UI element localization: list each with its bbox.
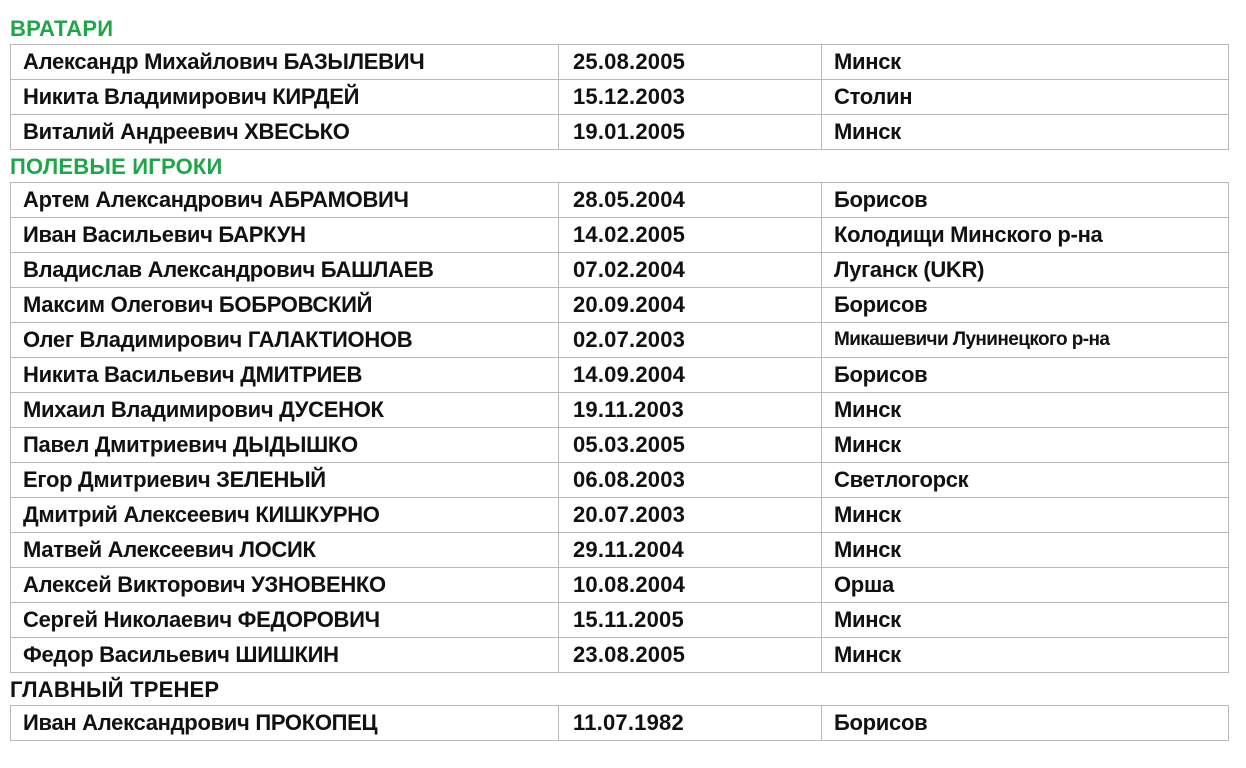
birth-date: 20.07.2003 — [559, 498, 822, 533]
birth-date: 19.11.2003 — [559, 393, 822, 428]
birth-place: Борисов — [822, 288, 1229, 323]
birth-date: 29.11.2004 — [559, 533, 822, 568]
table-row — [11, 358, 1229, 393]
table-row — [11, 428, 1229, 463]
player-name: Виталий Андреевич ХВЕСЬКО — [11, 115, 559, 150]
player-name: Дмитрий Алексеевич КИШКУРНО — [11, 498, 559, 533]
table-row — [11, 568, 1229, 603]
birth-date: 07.02.2004 — [559, 253, 822, 288]
table-row — [11, 706, 1229, 741]
birth-place: Луганск (UKR) — [822, 253, 1229, 288]
table-row — [11, 638, 1229, 673]
birth-date: 20.09.2004 — [559, 288, 822, 323]
birth-place: Борисов — [822, 358, 1229, 393]
birth-place: Столин — [822, 80, 1229, 115]
table-row — [11, 323, 1229, 358]
birth-place: Орша — [822, 568, 1229, 603]
birth-place: Борисов — [822, 183, 1229, 218]
table-row — [11, 603, 1229, 638]
player-name: Никита Владимирович КИРДЕЙ — [11, 80, 559, 115]
head-coach-table — [10, 705, 1229, 741]
table-row — [11, 533, 1229, 568]
birth-date: 05.03.2005 — [559, 428, 822, 463]
table-row — [11, 463, 1229, 498]
birth-place: Минск — [822, 115, 1229, 150]
player-name: Федор Васильевич ШИШКИН — [11, 638, 559, 673]
field-players-table — [10, 182, 1229, 673]
table-row — [11, 393, 1229, 428]
goalkeepers-table — [10, 44, 1229, 150]
birth-date: 11.07.1982 — [559, 706, 822, 741]
table-row — [11, 80, 1229, 115]
player-name: Александр Михайлович БАЗЫЛЕВИЧ — [11, 45, 559, 80]
birth-date: 10.08.2004 — [559, 568, 822, 603]
player-name: Никита Васильевич ДМИТРИЕВ — [11, 358, 559, 393]
birth-place: Минск — [822, 393, 1229, 428]
birth-date: 15.11.2005 — [559, 603, 822, 638]
section-title-field-players: ПОЛЕВЫЕ ИГРОКИ — [10, 154, 223, 179]
player-name: Михаил Владимирович ДУСЕНОК — [11, 393, 559, 428]
roster-document — [10, 12, 1228, 741]
birth-place: Минск — [822, 428, 1229, 463]
player-name: Павел Дмитриевич ДЫДЫШКО — [11, 428, 559, 463]
player-name: Иван Васильевич БАРКУН — [11, 218, 559, 253]
player-name: Матвей Алексеевич ЛОСИК — [11, 533, 559, 568]
birth-date: 25.08.2005 — [559, 45, 822, 80]
table-row — [11, 218, 1229, 253]
birth-place: Светлогорск — [822, 463, 1229, 498]
birth-date: 15.12.2003 — [559, 80, 822, 115]
player-name: Сергей Николаевич ФЕДОРОВИЧ — [11, 603, 559, 638]
player-name: Алексей Викторович УЗНОВЕНКО — [11, 568, 559, 603]
player-name: Егор Дмитриевич ЗЕЛЕНЫЙ — [11, 463, 559, 498]
birth-place: Микашевичи Лунинецкого р-на — [822, 323, 1229, 358]
birth-date: 19.01.2005 — [559, 115, 822, 150]
section-title-goalkeepers: ВРАТАРИ — [10, 16, 114, 41]
birth-date: 14.02.2005 — [559, 218, 822, 253]
table-row — [11, 253, 1229, 288]
player-name: Артем Александрович АБРАМОВИЧ — [11, 183, 559, 218]
birth-date: 23.08.2005 — [559, 638, 822, 673]
birth-place: Минск — [822, 45, 1229, 80]
table-row — [11, 45, 1229, 80]
table-row — [11, 498, 1229, 533]
birth-place: Минск — [822, 638, 1229, 673]
birth-place: Борисов — [822, 706, 1229, 741]
birth-place: Минск — [822, 603, 1229, 638]
table-row — [11, 115, 1229, 150]
coach-name: Иван Александрович ПРОКОПЕЦ — [11, 706, 559, 741]
birth-place: Минск — [822, 533, 1229, 568]
section-title-head-coach: ГЛАВНЫЙ ТРЕНЕР — [10, 677, 220, 702]
birth-place: Колодищи Минского р-на — [822, 218, 1229, 253]
player-name: Владислав Александрович БАШЛАЕВ — [11, 253, 559, 288]
birth-date: 06.08.2003 — [559, 463, 822, 498]
player-name: Максим Олегович БОБРОВСКИЙ — [11, 288, 559, 323]
table-row — [11, 183, 1229, 218]
table-row — [11, 288, 1229, 323]
birth-date: 02.07.2003 — [559, 323, 822, 358]
birth-date: 14.09.2004 — [559, 358, 822, 393]
birth-date: 28.05.2004 — [559, 183, 822, 218]
birth-place: Минск — [822, 498, 1229, 533]
player-name: Олег Владимирович ГАЛАКТИОНОВ — [11, 323, 559, 358]
